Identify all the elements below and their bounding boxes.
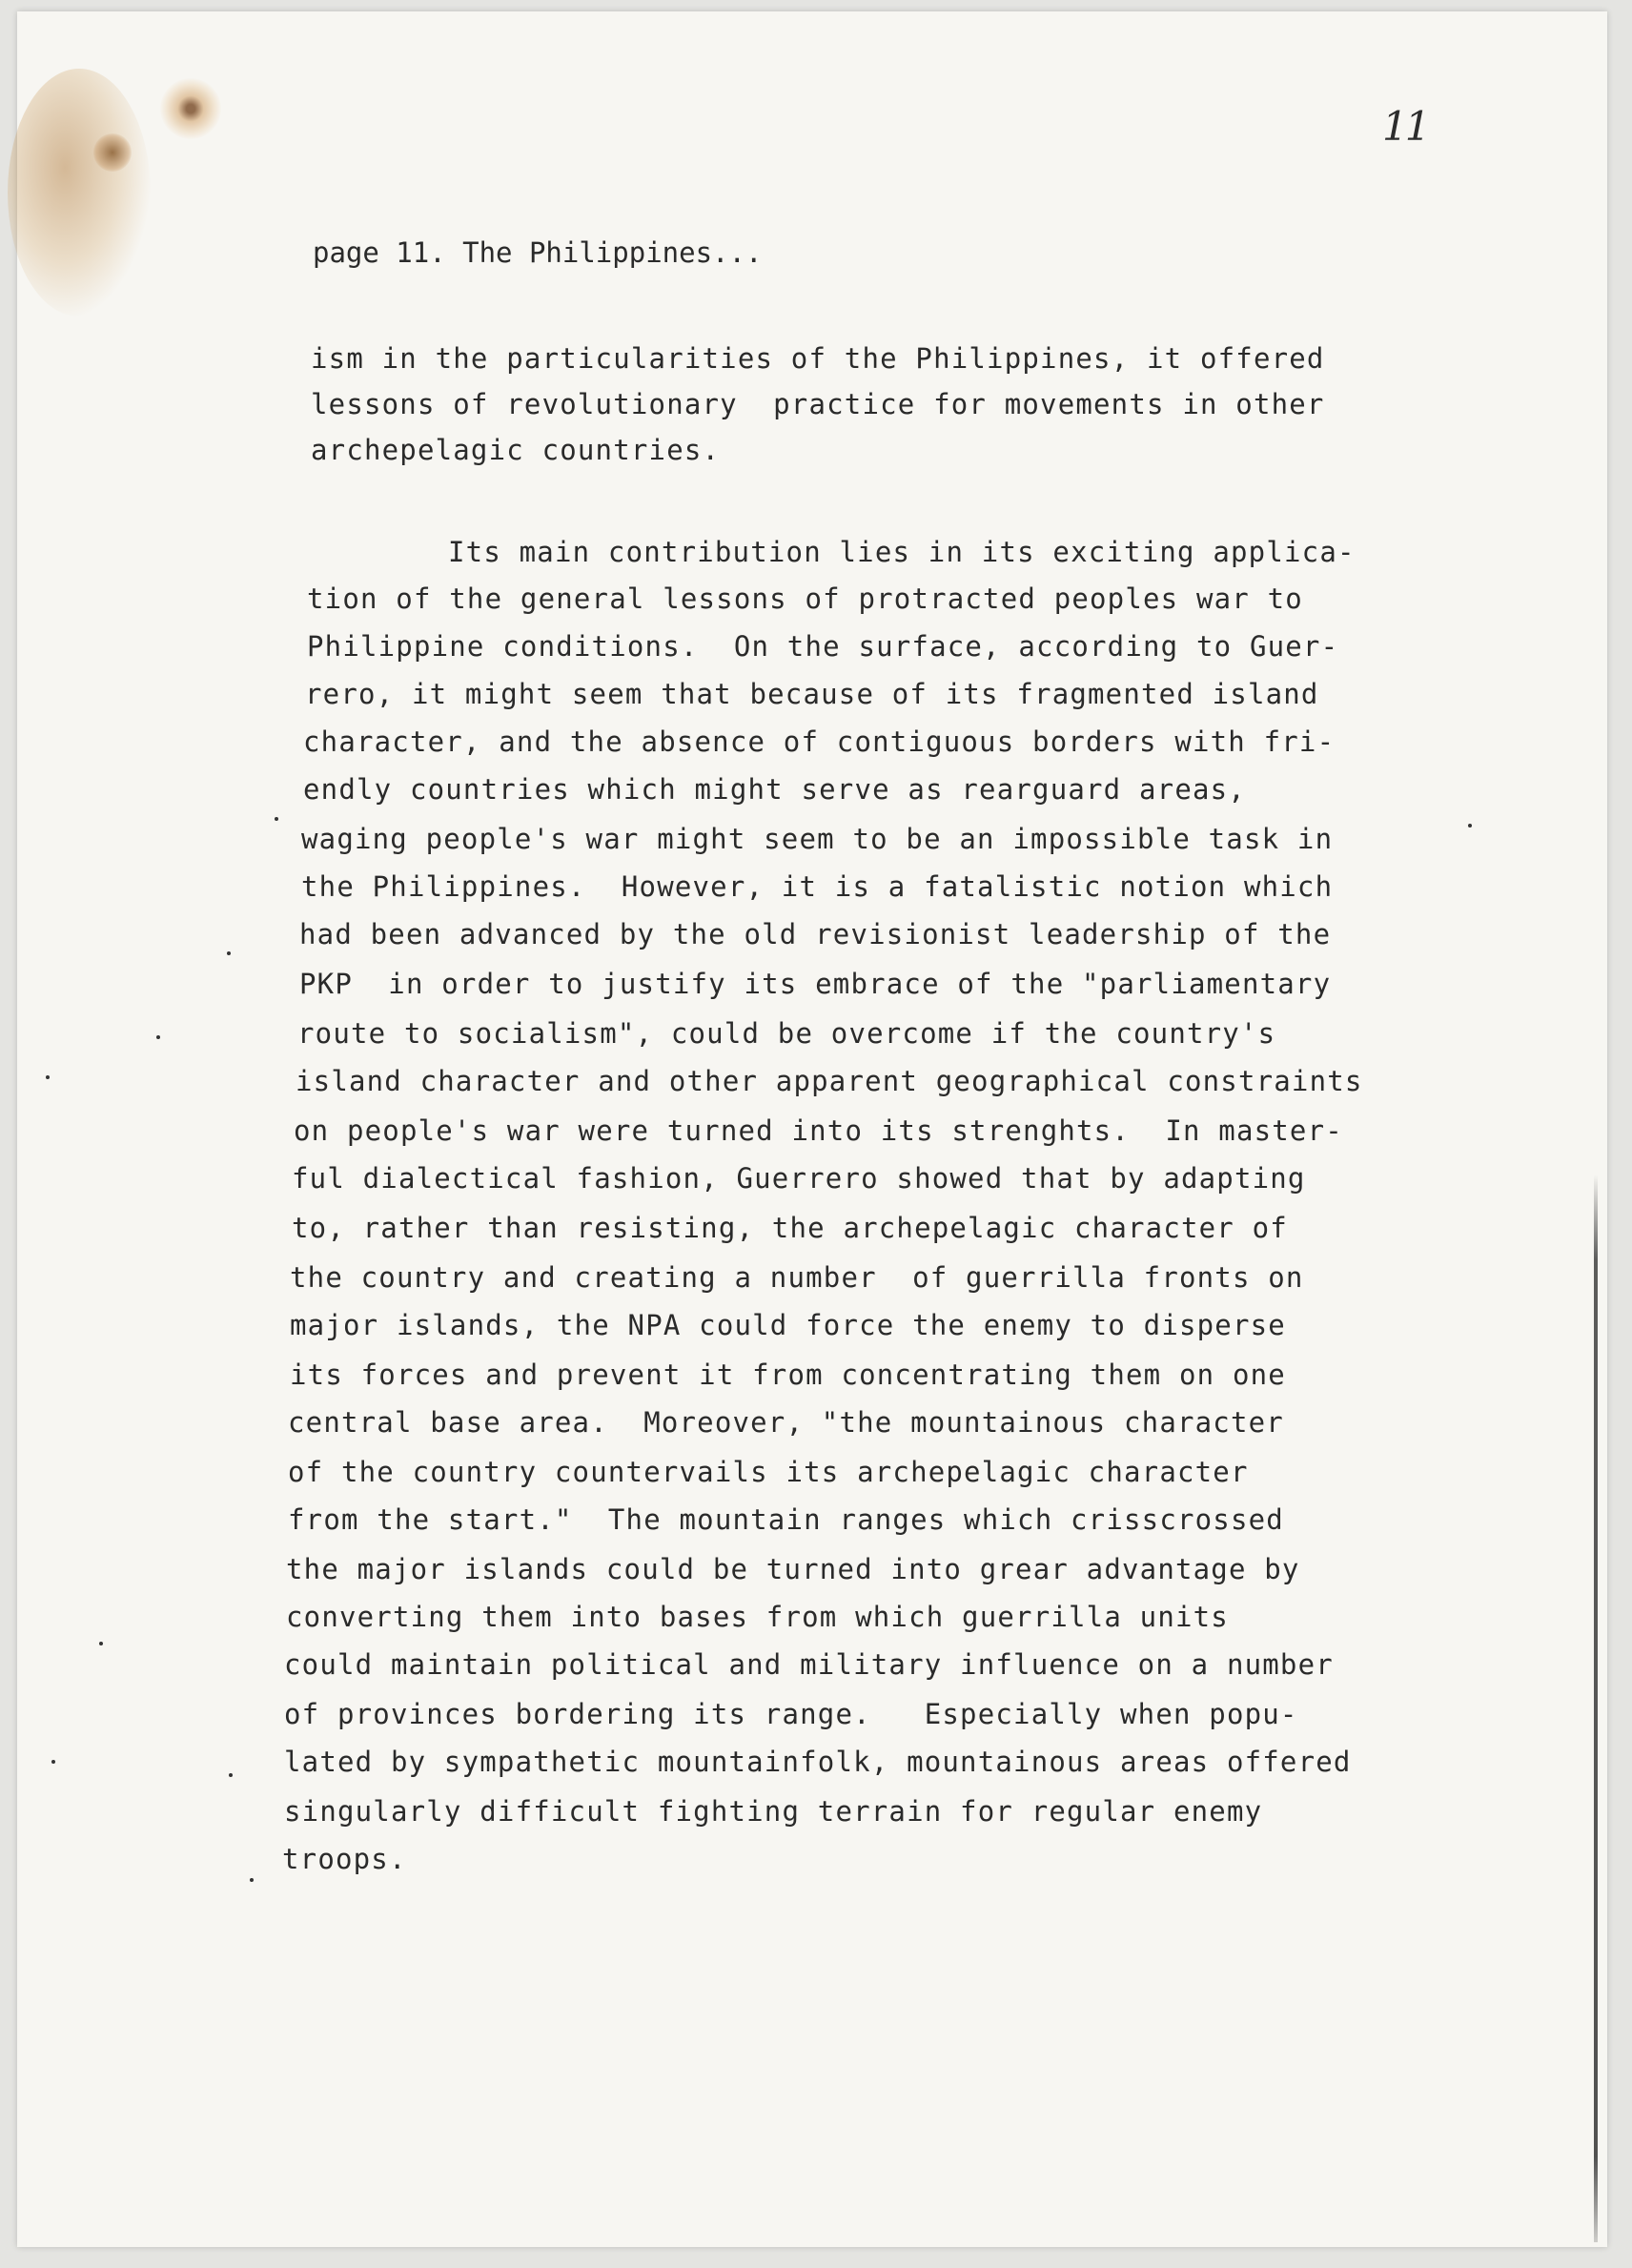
speck-mark	[227, 951, 231, 955]
speck-mark	[1468, 824, 1472, 828]
text-line: central base area. Moreover, "the mountainous character	[288, 1406, 1284, 1439]
text-line: ful dialectical fashion, Guerrero showed that by adapting	[292, 1162, 1306, 1195]
text-line: PKP in order to justify its embrace of the "parliamentary	[299, 968, 1332, 1000]
text-line: the Philippines. However, it is a fatalistic notion which	[301, 870, 1334, 903]
text-line: endly countries which might serve as rearguard areas,	[303, 773, 1246, 806]
text-line: island character and other apparent geographical constraints	[296, 1065, 1363, 1097]
text-line: its forces and prevent it from concentrating them on one	[290, 1359, 1286, 1391]
text-line: had been advanced by the old revisionist leadership of the	[299, 918, 1332, 950]
speck-mark	[46, 1075, 50, 1079]
text-line: waging people's war might seem to be an impossible task in	[301, 823, 1334, 855]
text-line: of the country countervails its archepelagic character	[288, 1456, 1249, 1488]
text-line: singularly difficult fighting terrain for regular enemy	[284, 1795, 1263, 1828]
text-line: route to socialism", could be overcome if the country's	[297, 1017, 1276, 1050]
page-header: page 11. The Philippines...	[313, 236, 763, 269]
text-line: to, rather than resisting, the archepelagic character of	[292, 1212, 1288, 1244]
stain-mark	[160, 78, 221, 139]
text-line: ism in the particularities of the Philippines, it offered	[311, 342, 1325, 375]
text-line: could maintain political and military influence on a number	[284, 1648, 1334, 1681]
speck-mark	[156, 1035, 160, 1039]
text-line: rero, it might seem that because of its fragmented island	[305, 678, 1319, 710]
text-line: major islands, the NPA could force the enemy to disperse	[290, 1309, 1286, 1341]
text-line: archepelagic countries.	[311, 434, 721, 466]
speck-mark	[99, 1642, 103, 1645]
text-line: Its main contribution lies in its exciting applica-	[448, 536, 1356, 568]
text-line: the country and creating a number of guerrilla fronts on	[290, 1261, 1304, 1294]
text-line: lated by sympathetic mountainfolk, mountainous areas offered	[284, 1746, 1352, 1778]
text-line: troops.	[282, 1843, 407, 1875]
stain-mark	[93, 133, 132, 172]
speck-mark	[250, 1878, 254, 1882]
text-line: Philippine conditions. On the surface, according to Guer-	[307, 630, 1339, 663]
text-line: character, and the absence of contiguous borders with fri-	[303, 725, 1336, 758]
page-edge-shadow	[1594, 1175, 1598, 2242]
text-line: of provinces bordering its range. Especially when popu-	[284, 1698, 1298, 1730]
text-line: on people's war were turned into its strenghts. In master-	[294, 1114, 1343, 1147]
speck-mark	[275, 817, 278, 821]
text-line: lessons of revolutionary practice for movements in other	[311, 388, 1325, 420]
text-line: from the start." The mountain ranges which crisscrossed	[288, 1503, 1284, 1536]
speck-mark	[229, 1773, 233, 1777]
handwritten-page-number: 11	[1382, 103, 1428, 150]
text-line: tion of the general lessons of protracted peoples war to	[307, 582, 1303, 615]
stain-mark	[8, 69, 151, 317]
speck-mark	[51, 1760, 55, 1764]
text-line: the major islands could be turned into grear advantage by	[286, 1553, 1300, 1585]
text-line: converting them into bases from which guerrilla units	[286, 1601, 1229, 1633]
